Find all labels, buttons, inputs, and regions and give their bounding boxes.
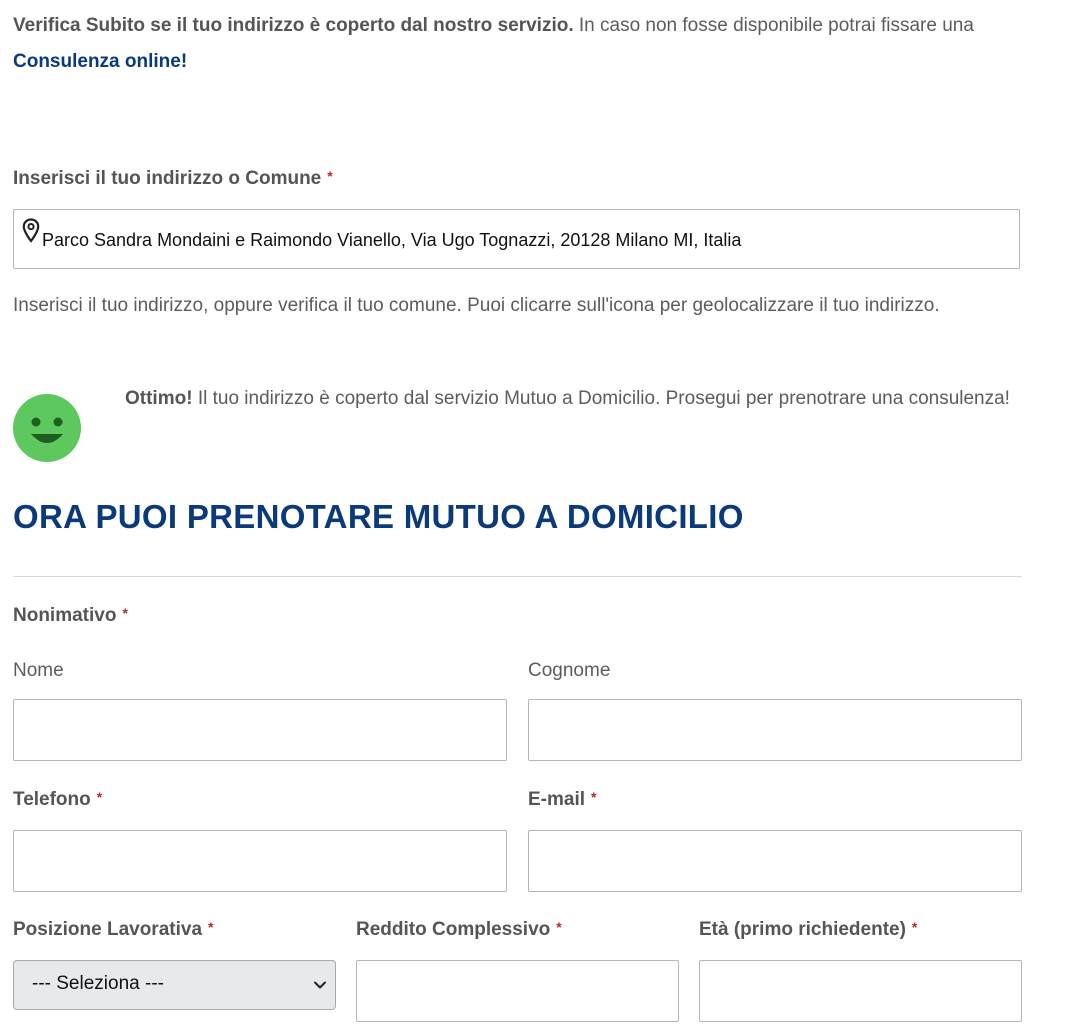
section-divider — [13, 576, 1022, 577]
cognome-input[interactable] — [528, 699, 1022, 761]
email-input[interactable] — [528, 830, 1022, 892]
reddito-label — [356, 919, 562, 941]
smiley-face-icon — [13, 394, 81, 462]
nome-input[interactable] — [13, 699, 507, 761]
required-mark: * — [556, 919, 562, 935]
coverage-message — [125, 380, 1025, 417]
reddito-input[interactable] — [356, 960, 679, 1022]
posizione-label-text: Posizione Lavorativa — [13, 919, 203, 940]
eta-label — [699, 919, 917, 941]
required-mark: * — [591, 789, 597, 805]
nominativo-label — [13, 605, 128, 627]
coverage-bold-text: Ottimo! — [125, 388, 193, 409]
coverage-plain-text: Il tuo indirizzo è coperto dal servizio Mutuo a Domicilio. Prosegui per prenotrare una consulenza! — [192, 388, 1010, 409]
required-mark: * — [208, 919, 214, 935]
address-label — [13, 168, 333, 190]
address-label-text: Inserisci il tuo indirizzo o Comune — [13, 168, 322, 189]
required-mark: * — [911, 919, 918, 935]
required-mark: * — [122, 605, 128, 621]
map-pin-icon[interactable] — [22, 218, 40, 244]
intro-bold-text: Verifica Subito se il tuo indirizzo è coperto dal nostro servizio. — [13, 15, 574, 36]
nome-label: Nome — [13, 660, 64, 681]
required-mark: * — [96, 789, 103, 805]
posizione-select[interactable] — [13, 960, 336, 1010]
address-field[interactable] — [13, 209, 1020, 269]
intro-plain-text: In caso non fosse disponibile potrai fissare una — [573, 15, 974, 36]
nominativo-label-text: Nonimativo — [13, 605, 117, 626]
address-help-text: Inserisci il tuo indirizzo, oppure verifica il tuo comune. Puoi clicarre sull'icona per geolocalizzare il tuo indirizzo. — [13, 295, 940, 316]
address-input[interactable] — [42, 222, 1002, 258]
intro-text — [13, 8, 1013, 80]
required-mark: * — [327, 168, 333, 184]
booking-heading: ORA PUOI PRENOTARE MUTUO A DOMICILIO — [13, 498, 744, 535]
email-label — [528, 789, 596, 811]
consulenza-online-link[interactable]: Consulenza online! — [13, 51, 188, 72]
cognome-label: Cognome — [528, 660, 611, 681]
telefono-label-text: Telefono — [13, 789, 91, 810]
eta-label-text: Età (primo richiedente) — [699, 919, 906, 940]
telefono-input[interactable] — [13, 830, 507, 892]
telefono-label — [13, 789, 102, 811]
email-label-text: E-mail — [528, 789, 586, 810]
reddito-label-text: Reddito Complessivo — [356, 919, 551, 940]
posizione-selected-value: --- Seleziona --- — [32, 973, 164, 994]
eta-input[interactable] — [699, 960, 1022, 1022]
posizione-label — [13, 919, 213, 941]
chevron-down-icon — [313, 978, 327, 992]
